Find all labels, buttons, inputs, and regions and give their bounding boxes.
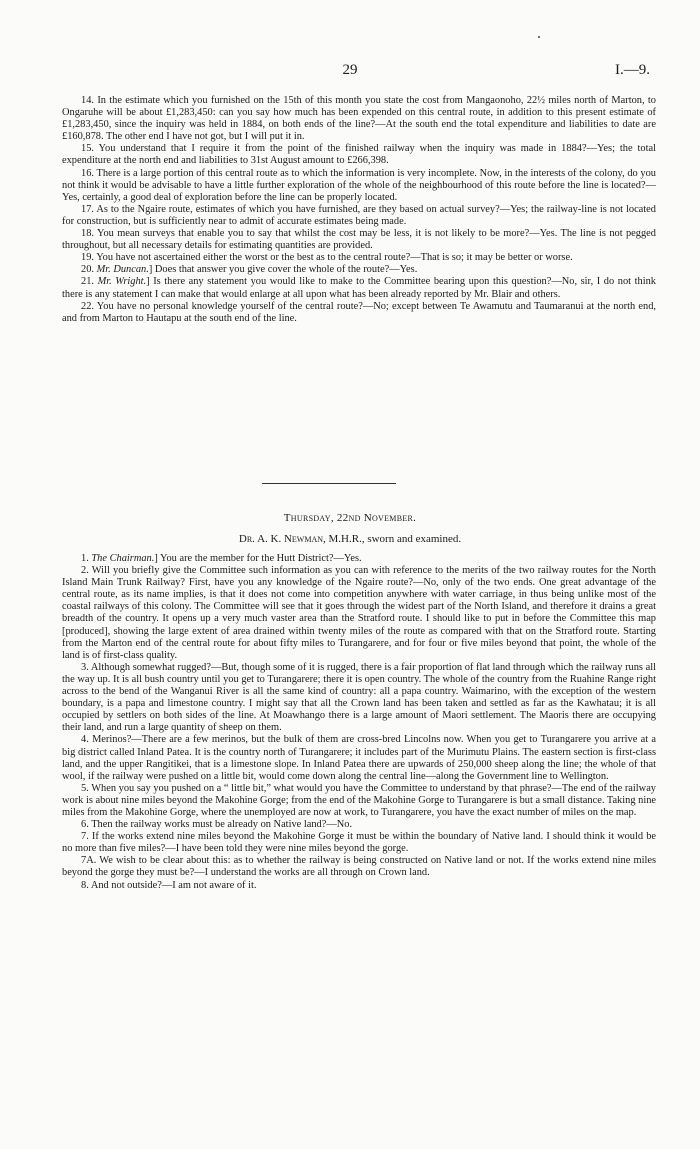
paragraph-text: ] Does that answer you give cover the whole of the route?—Yes.	[148, 264, 418, 276]
paragraph: 19. You have not ascertained either the worst or the best as to the central route?—That is so; it may be better or worse.	[81, 252, 573, 264]
paragraph-text: ] You are the member for the Hutt District?—Yes.	[154, 553, 362, 564]
evidence-section-1	[62, 95, 656, 325]
paragraph: 7A. We wish to be clear about this: as to whether the railway is being constructed on Native land or not. If the works extend nine miles beyond the gorge they must be?—I understand the works are all through on Crown land.	[62, 855, 656, 879]
speaker-name: The Chairman.	[91, 553, 155, 564]
witness-heading	[0, 533, 700, 545]
print-speck	[538, 36, 540, 38]
paragraph: 17. As to the Ngaire route, estimates of which you have furnished, are they based on actual survey?—Yes; the railway-line is not located for construction, but is sufficiently near to admit of accurate estimates being made.	[62, 203, 656, 227]
question-number: 1.	[81, 553, 92, 564]
question-number: 20.	[81, 264, 97, 276]
paragraph-text: ] Is there any statement you would like to make to the Committee bearing upon this question?—No, sir, I do not think there is any statement I can make that would enlarge at all upon what has been already reported by Mr. Blair and others.	[62, 276, 656, 300]
paragraph: 3. Although somewhat rugged?—But, though some of it is rugged, there is a fair proportion of flat land through which the railway runs all the way up. It is all bush country until you get to Turangarere; there it is open country. The whole of the country from the Ruahine Range right across to the bend of the Wanganui River is all the same kind of country: all a papa country. Waimarino, with the exception of the western boundary, is a papa and limestone country. I might say that all the Crown land has been taken and settled as far as the Kawhatau; it is all occupied by settlers on both sides of the line. At Moawhango there is a large amount of Maori settlement. The Maoris there are occupying their land, and run a large quantity of sheep on them.	[62, 661, 656, 734]
section-divider	[262, 483, 396, 484]
paragraph: 8. And not outside?—I am not aware of it.	[81, 879, 257, 891]
paragraph	[62, 553, 656, 565]
paragraph: 5. When you say you pushed on a “ little bit,” what would you have the Committee to understand by that phrase?—The end of the railway work is about nine miles beyond the Makohine Gorge; from the end of the Makohine Gorge to Turangarere is but a small distance. Taking nine miles from the Makohine Gorge, where the unemployed are now at work, to Turangarere, you have the exact number of miles on the map.	[62, 782, 657, 818]
paragraph	[62, 264, 656, 276]
paragraph: 18. You mean surveys that enable you to say that whilst the cost may be less, it is not likely to be more?—Yes. The line is not pegged throughout, but all necessary details for estimating quantities are provided.	[62, 228, 656, 252]
date-heading: Thursday, 22nd November.	[283, 512, 417, 524]
paper-reference: I.—9.	[615, 62, 650, 78]
paragraph: 22. You have no personal knowledge yourself of the central route?—No; except between Te Awamutu and Taumaranui at the north end, and from Marton to Hautapu at the south end of the line.	[62, 300, 656, 324]
witness-description: , M.H.R., sworn and examined.	[323, 533, 462, 545]
paragraph	[62, 276, 656, 300]
paragraph: 16. There is a large portion of this central route as to which the information is very incomplete. Now, in the interests of the colony, do you not think it would be advisable to have a little further exploration of the whole of the neighbourhood of this route before the line is located?—Yes, certainly, a good deal of exploration before the line can be properly located.	[62, 167, 656, 203]
speaker-name: Mr. Duncan.	[96, 264, 149, 276]
evidence-section-2	[62, 553, 656, 892]
question-number: 21.	[81, 276, 98, 288]
page-number: 29	[342, 62, 358, 78]
witness-name: Dr. A. K. Newman	[238, 533, 324, 545]
paragraph: 15. You understand that I require it from the point of the finished railway when the inquiry was made in 1884?—Yes; the total expenditure at the north end and liabilities to 31st August amount to £266,398.	[62, 143, 656, 167]
paragraph: 2. Will you briefly give the Committee such information as you can with reference to the merits of the two railway routes for the North Island Main Trunk Railway? First, have you any knowledge of the Ngaire route?—No, only of the two ends. One great advantage of the central route, as its name implies, is that it does not come into competition anywhere with water carriage, in thus being unlike most of the coastal railways of this colony. The Committee will see that it goes through the widest part of the North Island, and therefore it drains a great breadth of the country. It opens up a very much vaster area than the Stratford route. I should like to put in before the Committee this map [produced], showing the large extent of area drained within twenty miles of the route as compared with that on the Stratford route. Starting from the Marton end of the central route for about fifty miles to Turangarere, and for four or five miles beyond that point, the whole of the land is of first-class quality.	[62, 565, 656, 661]
paragraph: 4. Merinos?—There are a few merinos, but the bulk of them are cross-bred Lincolns now. When you get to Turangarere you arrive at a big district called Inland Patea. It is the country north of Turangarere; it includes part of the Murimutu Plains. The eastern section is first-class land, and the upper Rangitikei, that is a limestone slope. In Inland Patea there are upwards of 250,000 sheep along the line; the whole of that wool, if the railway were pushed on a little bit, would come down along the central line—along the Government line to Wellington.	[62, 734, 656, 782]
paragraph: 14. In the estimate which you furnished on the 15th of this month you state the cost from Mangaonoho, 22½ miles north of Marton, to Ongaruhe will be about £1,283,450: can you say how much has been expended on this central route, in addition to this present estimate of £1,283,450, since the inquiry was held in 1884, on both ends of the line?—At the south end the total expenditure and liabilities to date are £160,878. The other end I have not got, but I will put it in.	[62, 95, 656, 143]
paragraph: 6. Then the railway works must be already on Native land?—No.	[81, 819, 353, 831]
paragraph: 7. If the works extend nine miles beyond the Makohine Gorge it must be within the boundary of Native land. I should think it would be no more than five miles?—I have been told they were nine miles beyond the gorge.	[62, 831, 656, 855]
speaker-name: Mr. Wright.	[97, 276, 147, 288]
